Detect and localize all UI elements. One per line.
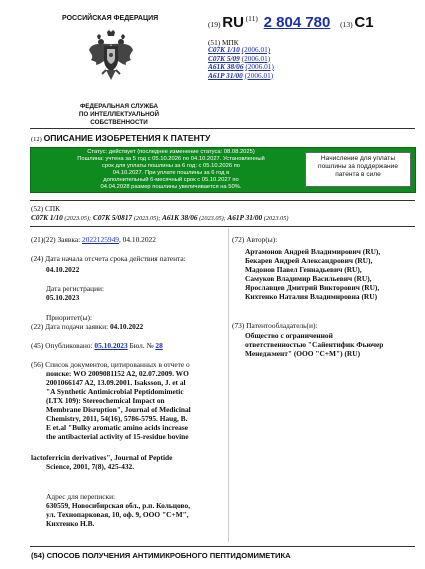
mpk-item[interactable]: A61K 38/06 (2006.01): [208, 62, 274, 71]
author: Самуков Владимир Васильевич (RU),: [245, 274, 372, 283]
status-line: дополнительный 6-месячный срок с 05.10.2027 по: [103, 176, 239, 183]
patent-owner: Общество с ограниченной ответственностью "Сайентифик Фьючер Менеджмент" (ООО "С+М") (RU): [245, 331, 384, 358]
status-line: Статус: действует (последнее изменение статуса: 08.08.2025): [87, 149, 255, 155]
spk-label: (52) СПК: [31, 204, 60, 213]
coat-of-arms-emblem: [88, 30, 134, 84]
mpk-label: (51) МПК: [208, 38, 239, 47]
code-19: (19): [208, 20, 221, 29]
publication-field: (45) Опубликовано: 05.10.2023 Бюл. № 28: [31, 341, 163, 350]
country-code: RU: [222, 14, 244, 31]
author: Мадонов Павел Геннадьевич (RU),: [245, 265, 362, 274]
term-start-label: (24) Дата начала отсчета срока действия патента:: [31, 254, 186, 263]
correspondence-address: Адрес для переписки: 630559, Новосибирская обл., р.п. Кольцово, ул. Технопарковая, 10, оф. 9, ООО "С+М", Кихтенко Н.В.: [46, 492, 191, 528]
cited-documents: (56) Список документов, цитированных в отчете о поиске: WO 2009081152 A2, 02.07.2009. WO 2001066147 A2, 13.09.2001. Isaksson, J. et al "A Synthetic Antimicrobial Peptidomimetic (LTX 109): Stereochemical Impact on Membrane Disruption", Journal of Medicinal Chemistry, 2011, 54(16), 5786-5795. Haug, B. E et.al "Bulky aromatic amino acids increase the antibacterial activity of 15-residue bovine lactoferricin derivatives", Journal of Peptide Science, 2001, 7(8), 425-432.: [31, 360, 191, 471]
status-line: 04.04.2028 размер пошлины увеличивается на 50%.: [100, 183, 242, 190]
mpk-item[interactable]: C07K 5/09 (2006.01): [208, 53, 271, 63]
agency-name-line1: ФЕДЕРАЛЬНАЯ СЛУЖБА: [79, 103, 159, 110]
kind-code: C1: [354, 14, 374, 31]
patent-number-link[interactable]: 2 804 780: [263, 14, 331, 31]
priority-label: Приоритет(ы):: [46, 313, 93, 322]
authors-label: (72) Автор(ы):: [232, 235, 278, 244]
spk-list: C07K 1/10 (2023.05); C07K 5/0817 (2023.05); A61K 38/06 (2023.05); A61P 31/00 (2023.05): [31, 213, 289, 222]
document-title: (12) ОПИСАНИЕ ИЗОБРЕТЕНИЯ К ПАТЕНТУ: [31, 133, 211, 143]
code-11: (11): [245, 14, 258, 23]
invention-title: (54) СПОСОБ ПОЛУЧЕНИЯ АНТИМИКРОБНОГО ПЕПТИДОМИМЕТИКА: [31, 551, 291, 560]
fee-notice-button[interactable]: Начисление для уплаты пошлины за поддержание патента в силе: [305, 152, 411, 187]
status-line: 04.10.2027. При уплате пошлины за 6 год в: [112, 169, 230, 176]
author: Бекарев Андрей Александрович (RU),: [245, 256, 373, 265]
author: Ярославцев Дмитрий Викторович (RU),: [245, 283, 380, 292]
status-line: Пошлина: учтена за 5 год с 05.10.2026 по 04.10.2027. Установленный: [77, 155, 265, 162]
code-13: (13): [340, 20, 353, 29]
bulletin-number-link[interactable]: 28: [155, 341, 163, 350]
application-field: (21)(22) Заявка: 2022125949, 04.10.2022: [31, 235, 156, 244]
agency-name-line2: ПО ИНТЕЛЛЕКТУАЛЬНОЙ СОБСТВЕННОСТИ: [78, 111, 160, 126]
author: Артамонов Андрей Владимирович (RU),: [245, 247, 381, 256]
status-line: срок для уплаты пошлины за 6 год: с 05.10.2026 по: [101, 162, 241, 169]
author: Кихтенко Наталия Владимировна (RU): [245, 292, 378, 301]
country-name: РОССИЙСКАЯ ФЕДЕРАЦИЯ: [62, 15, 159, 22]
registration-value: 05.10.2023: [46, 293, 80, 302]
mpk-item[interactable]: A61P 31/00 (2006.01): [208, 70, 274, 80]
patent-owner-label: (73) Патентообладатель(и):: [232, 321, 318, 330]
mpk-list: [208, 46, 274, 80]
patent-number-row: [208, 14, 374, 31]
authors-list: [245, 247, 425, 301]
mpk-item[interactable]: C07K 1/10 (2006.01): [208, 45, 271, 54]
filing-date: (22) Дата подачи заявки: 04.10.2022: [31, 322, 144, 331]
term-start-value: 04.10.2022: [46, 265, 80, 274]
registration-label: Дата регистрации:: [46, 284, 105, 293]
application-link[interactable]: 2022125949: [82, 235, 119, 244]
publication-date-link[interactable]: 05.10.2023: [94, 341, 128, 350]
